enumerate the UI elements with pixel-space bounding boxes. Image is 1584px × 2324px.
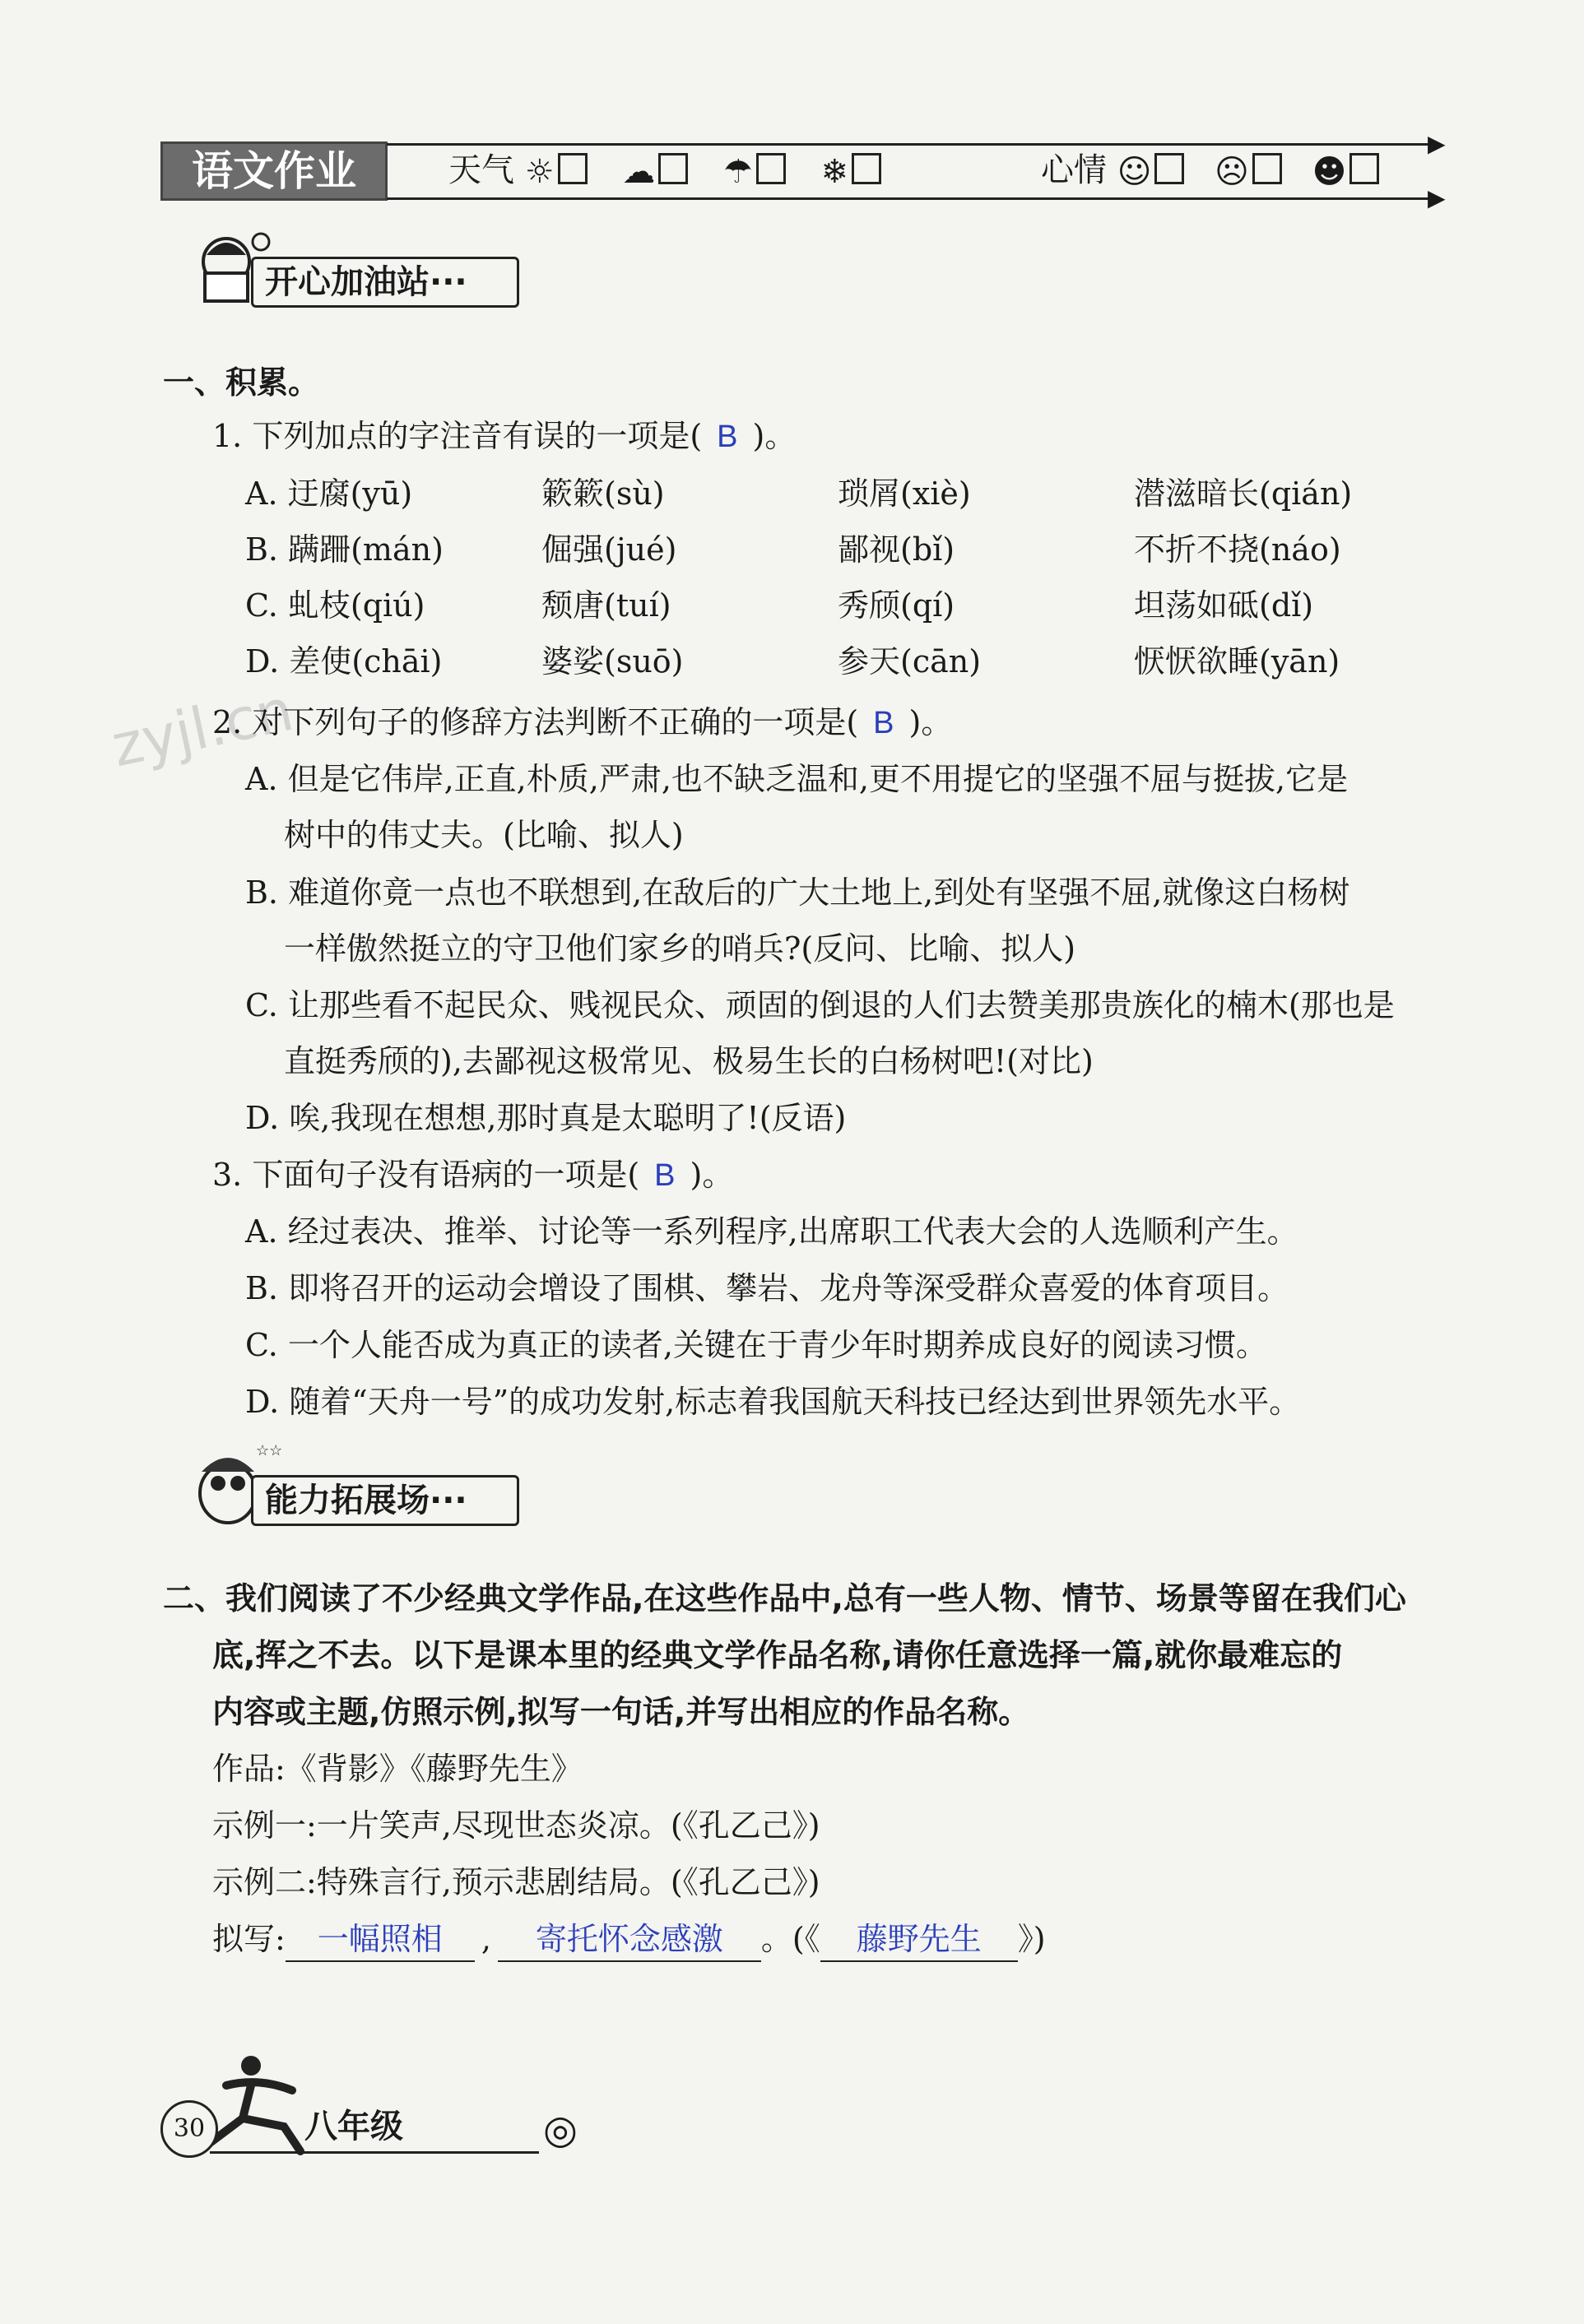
q2-line: 树中的伟丈夫。(比喻、拟人) [284,817,684,853]
footer-rule [210,2151,539,2154]
mood-label: 心情 [1041,151,1107,189]
answer-blank-2[interactable]: 寄托怀念感激 [498,1919,761,1962]
section1-banner-text: 开心加油站··· [265,263,467,301]
weather-group [448,150,881,193]
weather-cloud-checkbox[interactable] [658,153,688,184]
example-line: 示例一:一片笑声,尽现世态炎凉。(《孔乙己》) [212,1807,820,1844]
mood-neutral-checkbox[interactable] [1252,153,1282,184]
q3-answer: B [654,1158,676,1193]
section2-heading: 二、我们阅读了不少经典文学作品,在这些作品中,总有一些人物、情节、场景等留在我们心 [163,1580,1406,1617]
q2-line: C. 让那些看不起民众、贱视民众、顽固的倒退的人们去赞美那贵族化的楠木(那也是 [245,987,1395,1023]
answer-blank-1[interactable]: 一幅照相 [286,1919,475,1962]
cloud-icon: ☁ [622,153,656,191]
svg-text:☆☆: ☆☆ [256,1442,283,1459]
q3-line: A. 经过表决、推举、讨论等一系列程序,出席职工代表大会的人选顺利产生。 [245,1213,1298,1250]
q2-stem: 2. 对下列句子的修辞方法判断不正确的一项是( B )。 [212,704,953,740]
section2-heading: 内容或主题,仿照示例,拟写一句话,并写出相应的作品名称。 [212,1694,1030,1730]
q2-line: 一样傲然挺立的守卫他们家乡的哨兵?(反问、比喻、拟人) [284,930,1076,967]
mood-happy-checkbox[interactable] [1349,153,1379,184]
header-bottom-rule [387,197,1432,200]
section1-heading: 一、积累。 [163,364,320,401]
arrow-bottom-icon: ▶ [1428,184,1446,211]
q3-stem: 3. 下面句子没有语病的一项是( B )。 [212,1157,734,1193]
header-title: 语文作业 [160,141,388,201]
neutral-face-icon: ☹ [1215,153,1249,191]
q1-stem: 1. 下列加点的字注音有误的一项是( B )。 [212,418,797,454]
watermark: zyjl.cn [105,675,300,781]
spiral-icon: ◎ [543,2107,578,2153]
mood-group [1041,150,1379,193]
q1-answer: B [717,420,738,454]
smile-icon: ☺ [1117,153,1152,191]
weather-sun-checkbox[interactable] [558,153,588,184]
grade-label: 八年级 [304,2108,403,2145]
weather-label: 天气 [448,151,514,189]
section2-banner [185,1436,523,1530]
q3-line: B. 即将召开的运动会增设了围棋、攀岩、龙舟等深受群众喜爱的体育项目。 [245,1270,1289,1306]
q2-line: 直挺秀颀的),去鄙视这极常见、极易生长的白杨树吧!(对比) [284,1043,1094,1079]
snow-icon: ❄ [820,153,849,191]
mood-smile-checkbox[interactable] [1154,153,1184,184]
footer [160,2053,588,2159]
page-number: 30 [173,2114,206,2143]
section1-banner [185,222,523,313]
write-line: 拟写: 一幅照相 , 寄托怀念感激 。(《 藤野先生 》) [212,1918,1046,1962]
example-line: 示例二:特殊言行,预示悲剧结局。(《孔乙己》) [212,1864,820,1900]
answer-blank-3[interactable]: 藤野先生 [820,1919,1018,1962]
section2-banner-text: 能力拓展场··· [265,1482,467,1519]
q2-line: A. 但是它伟岸,正直,朴质,严肃,也不缺乏温和,更不用提它的坚强不屈与挺拔,它是 [245,761,1349,797]
header-bar [160,130,1446,211]
sun-icon: ☼ [524,153,555,191]
rain-icon: ☂ [723,153,753,191]
arrow-top-icon: ▶ [1428,130,1446,157]
works-line: 作品:《背影》《藤野先生》 [212,1751,583,1787]
page-number-badge [160,2100,218,2158]
header-top-rule [387,143,1432,146]
q2-answer: B [873,706,894,740]
weather-rain-checkbox[interactable] [756,153,786,184]
q3-line: C. 一个人能否成为真正的读者,关键在于青少年时期养成良好的阅读习惯。 [245,1327,1267,1363]
weather-snow-checkbox[interactable] [852,153,881,184]
q2-line: B. 难道你竟一点也不联想到,在敌后的广大土地上,到处有坚强不屈,就像这白杨树 [245,874,1350,911]
q3-line: D. 随着“天舟一号”的成功发射,标志着我国航天科技已经达到世界领先水平。 [245,1384,1301,1420]
section2-heading: 底,挥之不去。以下是课本里的经典文学作品名称,请你任意选择一篇,就你最难忘的 [212,1637,1343,1673]
q2-line: D. 唉,我现在想想,那时真是太聪明了!(反语) [245,1100,847,1136]
happy-face-icon: ☻ [1312,153,1347,191]
